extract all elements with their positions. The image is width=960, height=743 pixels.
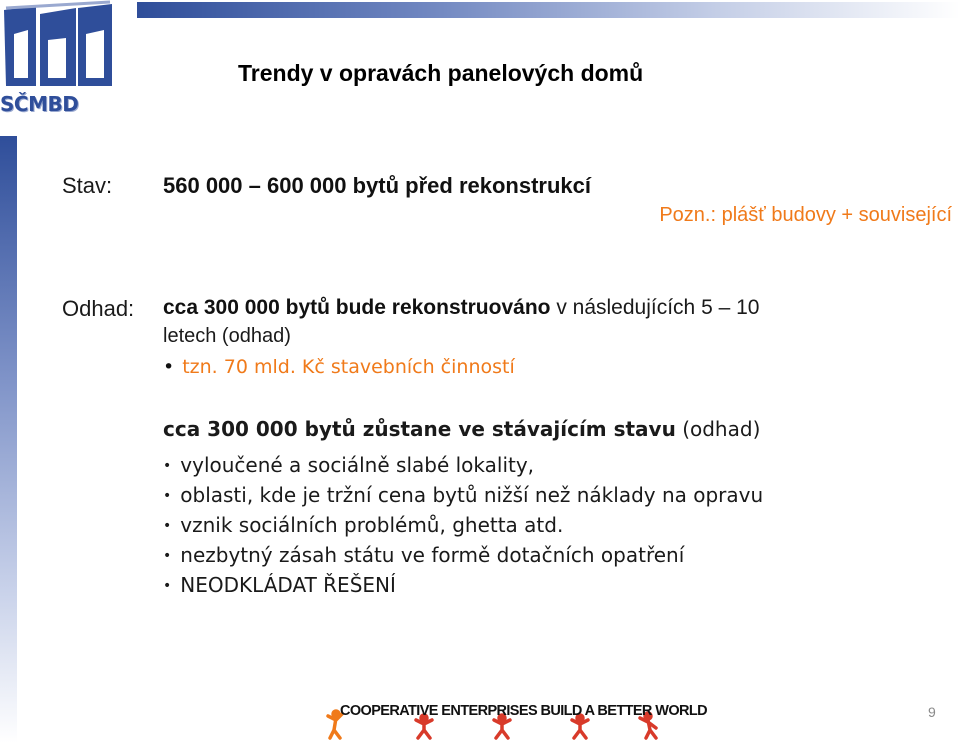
list-item: • NEODKLÁDAT ŘEŠENÍ [163,573,396,597]
cost-bullet [163,356,515,378]
list-item: • oblasti, kde je tržní cena bytů nižší než náklady na opravu [163,483,764,507]
list-item: • nezbytný zásah státu ve formě dotačních opatření [163,543,685,567]
logo-text: SČMBD [0,92,79,116]
header-gradient-bar [137,2,960,18]
page-number: 9 [928,704,936,720]
odhad-line2: letech (odhad) [163,325,291,347]
stav-note: Pozn.: plášť budovy + související [659,204,952,226]
slide-title: Trendy v opravách panelových domů [238,60,644,86]
section2-bullet-list [163,450,763,600]
side-gradient-bar [0,136,17,743]
section2-heading [163,417,760,441]
odhad-line1 [163,296,759,320]
odhad-rest: v následujících 5 – 10 [550,296,760,319]
bullet-dot: • [163,356,175,378]
footer-slogan: COOPERATIVE ENTERPRISES BUILD A BETTER WORLD [340,703,707,719]
section2-rest: (odhad) [675,417,761,441]
stav-value: 560 000 – 600 000 bytů před rekonstrukcí [163,173,592,198]
stav-label: Stav: [62,173,113,198]
list-item: • vyloučené a sociálně slabé lokality, [163,453,535,477]
odhad-label: Odhad: [62,296,135,321]
odhad-bold: cca 300 000 bytů bude rekonstruováno [163,296,551,319]
section2-bold: cca 300 000 bytů zůstane ve stávajícím stavu [163,417,676,441]
list-item: • vznik sociálních problémů, ghetta atd. [163,513,564,537]
cost-bullet-text: tzn. 70 mld. Kč stavebních činností [182,356,515,378]
